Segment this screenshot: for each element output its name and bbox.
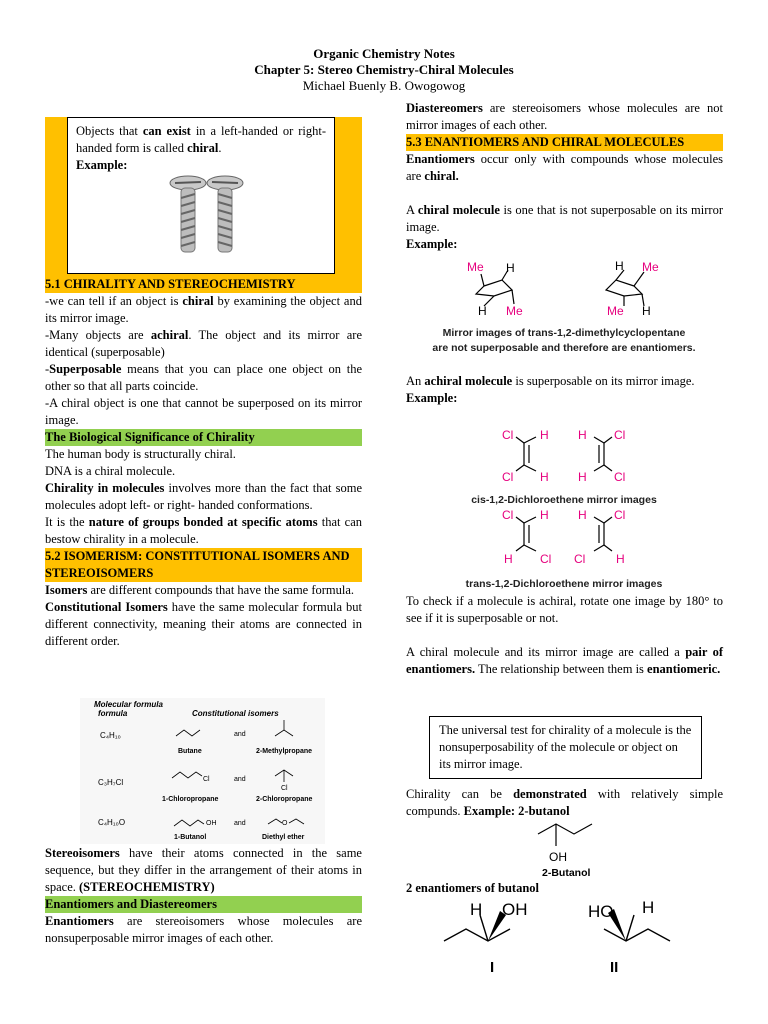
h-label: H bbox=[642, 898, 655, 917]
left-body-2 bbox=[45, 845, 362, 947]
figure-caption: are not superposable and therefore are enantiomers. bbox=[432, 342, 696, 354]
paragraph: DNA is a chiral molecule. bbox=[45, 464, 176, 478]
butanol-enantiomers-figure bbox=[430, 895, 700, 979]
h-label: H bbox=[642, 304, 651, 318]
section-5-2-heading: 5.2 ISOMERISM: CONSTITUTIONAL ISOMERS AND STEREOISOMERS bbox=[45, 548, 362, 582]
table-header-formula: Molecular formula bbox=[94, 700, 163, 709]
example-label: Example: bbox=[406, 391, 458, 405]
paragraph: Chirality in molecules involves more than the fact that some molecules adopt left- or right- handed conformations. bbox=[45, 481, 362, 512]
h-label: H bbox=[540, 508, 549, 522]
paragraph: The human body is structurally chiral. bbox=[45, 447, 236, 461]
and-label: and bbox=[234, 776, 246, 783]
intro-text: Objects that can exist in a left-handed or right-handed form is called chiral. bbox=[76, 124, 326, 155]
h-label: H bbox=[578, 508, 587, 522]
paragraph: Stereoisomers have their atoms connected in the same sequence, but they differ in the arrangement of their atoms in space. (STEREOCHEMISTRY) bbox=[45, 846, 362, 894]
paragraph: Constitutional Isomers have the same molecular formula but different connectivity, meaning their atoms are connected in different order. bbox=[45, 600, 362, 648]
right-body-3 bbox=[406, 593, 723, 678]
paragraph: Chirality can be demonstrated with relatively simple compunds. Example: 2-butanol bbox=[406, 787, 723, 818]
section-5-1-heading: 5.1 CHIRALITY AND STEREOCHEMISTRY bbox=[45, 276, 362, 293]
dichloroethene-figure bbox=[406, 425, 723, 593]
roman-numeral-1: I bbox=[490, 959, 495, 976]
table-header-isomers: Constitutional isomers bbox=[192, 709, 279, 718]
paragraph: An achiral molecule is superposable on its mirror image. bbox=[406, 374, 695, 388]
cl-label: Cl bbox=[614, 508, 626, 522]
figure-caption: trans-1,2-Dichloroethene mirror images bbox=[465, 578, 663, 590]
h-label: H bbox=[506, 261, 515, 275]
h-label: H bbox=[578, 470, 587, 484]
svg-text:formula: formula bbox=[98, 709, 128, 718]
oh-label: OH bbox=[502, 900, 528, 919]
cl-label: Cl bbox=[502, 470, 514, 484]
me-label: Me bbox=[467, 260, 484, 274]
cl-label: Cl bbox=[502, 428, 514, 442]
author: Michael Buenly B. Owogowog bbox=[302, 78, 466, 93]
enantiomers-diastereomers-heading: Enantiomers and Diastereomers bbox=[45, 896, 362, 913]
screws-image bbox=[163, 174, 253, 260]
cl-label: Cl bbox=[203, 776, 210, 783]
paragraph: -we can tell if an object is chiral by examining the object and its mirror image. bbox=[45, 294, 362, 325]
paragraph: -Superposable means that you can place one object on the other so that all parts coincide. bbox=[45, 362, 362, 393]
constitutional-isomers-figure bbox=[80, 698, 325, 844]
doc-title: Organic Chemistry Notes bbox=[313, 46, 455, 61]
right-body-2 bbox=[406, 373, 723, 407]
h-label: H bbox=[470, 900, 483, 919]
and-label: and bbox=[234, 820, 246, 827]
paragraph: Enantiomers occur only with compounds whose molecules are chiral. bbox=[406, 152, 723, 183]
chapter-title: Chapter 5: Stereo Chemistry-Chiral Molecules bbox=[254, 62, 514, 77]
paragraph: Isomers are different compounds that have the same formula. bbox=[45, 583, 355, 597]
molecule-right bbox=[606, 270, 644, 306]
universal-test-box: The universal test for chirality of a molecule is the nonsuperposability of the molecule or object on its mirror image. bbox=[429, 716, 702, 779]
butanol-enantiomers-label: 2 enantiomers of butanol bbox=[406, 881, 539, 895]
me-label: Me bbox=[642, 260, 659, 274]
paragraph: A chiral molecule and its mirror image are called a pair of enantiomers. The relationship between them is enantiomeric. bbox=[406, 645, 723, 676]
paragraph: It is the nature of groups bonded at specific atoms that can bestow chirality in a molecule. bbox=[45, 515, 363, 546]
isomer-name: 2-Methylpropane bbox=[256, 748, 313, 755]
paragraph: A chiral molecule is one that is not superposable on its mirror image. bbox=[406, 203, 723, 234]
intro-example-label: Example: bbox=[76, 158, 128, 172]
dimethylcyclopentane-figure bbox=[406, 256, 723, 358]
h-label: H bbox=[615, 259, 624, 273]
ho-label: HO bbox=[588, 902, 614, 921]
paragraph: Enantiomers are stereoisomers whose molecules are nonsuperposable mirror images of each other. bbox=[45, 914, 362, 945]
right-body-4 bbox=[406, 786, 723, 820]
h-label: H bbox=[504, 552, 513, 566]
cl-label: Cl bbox=[614, 428, 626, 442]
roman-numeral-2: II bbox=[610, 959, 619, 976]
isomer-name: 1-Chloropropane bbox=[162, 796, 219, 803]
molecule-left bbox=[476, 270, 514, 306]
o-label: O bbox=[282, 820, 288, 827]
cl-label: Cl bbox=[614, 470, 626, 484]
cl-label: Cl bbox=[502, 508, 514, 522]
me-label: Me bbox=[607, 304, 624, 318]
and-label: and bbox=[234, 731, 246, 738]
h-label: H bbox=[478, 304, 487, 318]
paragraph: Diastereomers are stereoisomers whose molecules are not mirror images of each other. bbox=[406, 101, 723, 132]
paragraph: -A chiral object is one that cannot be superposed on its mirror image. bbox=[45, 396, 362, 427]
formula-3: C₄H₁₀O bbox=[98, 818, 126, 827]
document-header bbox=[0, 46, 768, 94]
section-5-3-heading: 5.3 ENANTIOMERS AND CHIRAL MOLECULES bbox=[406, 134, 723, 151]
paragraph: -Many objects are achiral. The object and its mirror are identical (superposable) bbox=[45, 328, 362, 359]
formula-2: C₃H₇Cl bbox=[98, 778, 124, 787]
h-label: H bbox=[540, 428, 549, 442]
oh-label: OH bbox=[549, 850, 567, 864]
cl-label: Cl bbox=[574, 552, 586, 566]
h-label: H bbox=[540, 470, 549, 484]
me-label: Me bbox=[506, 304, 523, 318]
2-butanol-figure bbox=[520, 820, 620, 882]
intro-box bbox=[67, 117, 335, 274]
isomer-name: Diethyl ether bbox=[262, 834, 305, 841]
h-label: H bbox=[616, 552, 625, 566]
cl-label: Cl bbox=[540, 552, 552, 566]
formula-1: C₄H₁₀ bbox=[100, 731, 121, 740]
paragraph: To check if a molecule is achiral, rotate one image by 180° to see if it is superposable or not. bbox=[406, 594, 723, 625]
figure-caption: 2-Butanol bbox=[542, 867, 591, 879]
figure-caption: Mirror images of trans-1,2-dimethylcyclopentane bbox=[442, 327, 686, 339]
figure-caption: cis-1,2-Dichloroethene mirror images bbox=[471, 494, 657, 506]
right-body-1 bbox=[406, 100, 723, 253]
example-label: Example: bbox=[406, 237, 458, 251]
h-label: H bbox=[578, 428, 587, 442]
bio-significance-heading: The Biological Significance of Chirality bbox=[45, 429, 362, 446]
isomer-name: 1-Butanol bbox=[174, 834, 207, 841]
oh-label: OH bbox=[206, 820, 217, 827]
cl-label: Cl bbox=[281, 785, 288, 792]
isomer-name: 2-Chloropropane bbox=[256, 796, 313, 803]
left-body-1 bbox=[45, 293, 362, 650]
isomer-name: Butane bbox=[178, 748, 202, 755]
